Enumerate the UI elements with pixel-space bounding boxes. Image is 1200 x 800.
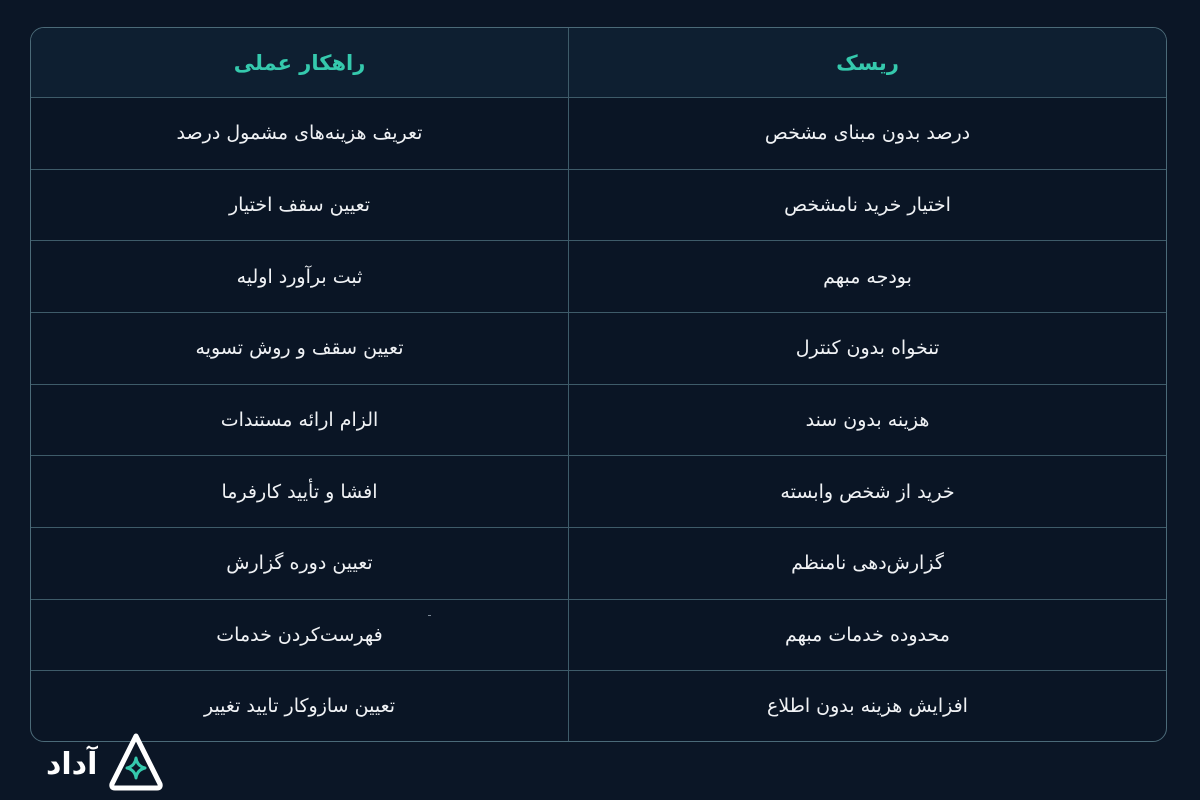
risk-cell: خرید از شخص وابسته xyxy=(569,456,1167,528)
solution-cell: فهرست‌کردن خدمات xyxy=(31,599,569,671)
risk-solution-table xyxy=(30,27,1167,742)
table-row xyxy=(31,241,1166,313)
table-row xyxy=(31,599,1166,671)
risk-cell: گزارش‌دهی نامنظم xyxy=(569,528,1167,600)
header-risk: ریسک xyxy=(569,28,1167,98)
table-row xyxy=(31,528,1166,600)
solution-cell: تعریف هزینه‌های مشمول درصد xyxy=(31,98,569,170)
table-row xyxy=(31,98,1166,170)
table-row xyxy=(31,456,1166,528)
table-row xyxy=(31,169,1166,241)
solution-cell: تعیین سقف اختیار xyxy=(31,169,569,241)
solution-cell: تعیین دوره گزارش xyxy=(31,528,569,600)
brand-name: آداد xyxy=(46,746,98,782)
table-row xyxy=(31,671,1166,741)
table-row xyxy=(31,384,1166,456)
solution-cell: تعیین سازوکار تایید تغییر xyxy=(31,671,569,741)
table-row xyxy=(31,313,1166,385)
risk-cell: هزینه بدون سند xyxy=(569,384,1167,456)
risk-cell: اختیار خرید نامشخص xyxy=(569,169,1167,241)
risk-cell: بودجه مبهم xyxy=(569,241,1167,313)
table-header-row xyxy=(31,28,1166,98)
solution-cell: افشا و تأیید کارفرما xyxy=(31,456,569,528)
brand-logo xyxy=(46,732,165,796)
solution-cell: تعیین سقف و روش تسویه xyxy=(31,313,569,385)
risk-cell: افزایش هزینه بدون اطلاع xyxy=(569,671,1167,741)
risk-cell: درصد بدون مبنای مشخص xyxy=(569,98,1167,170)
risk-cell: تنخواه بدون کنترل xyxy=(569,313,1167,385)
risk-cell: محدوده خدمات مبهم xyxy=(569,599,1167,671)
solution-cell: الزام ارائه مستندات xyxy=(31,384,569,456)
adad-logo-icon xyxy=(107,732,165,796)
table xyxy=(31,28,1166,741)
header-solution: راهکار عملی xyxy=(31,28,569,98)
solution-cell: ثبت برآورد اولیه xyxy=(31,241,569,313)
stray-dot xyxy=(428,615,431,616)
